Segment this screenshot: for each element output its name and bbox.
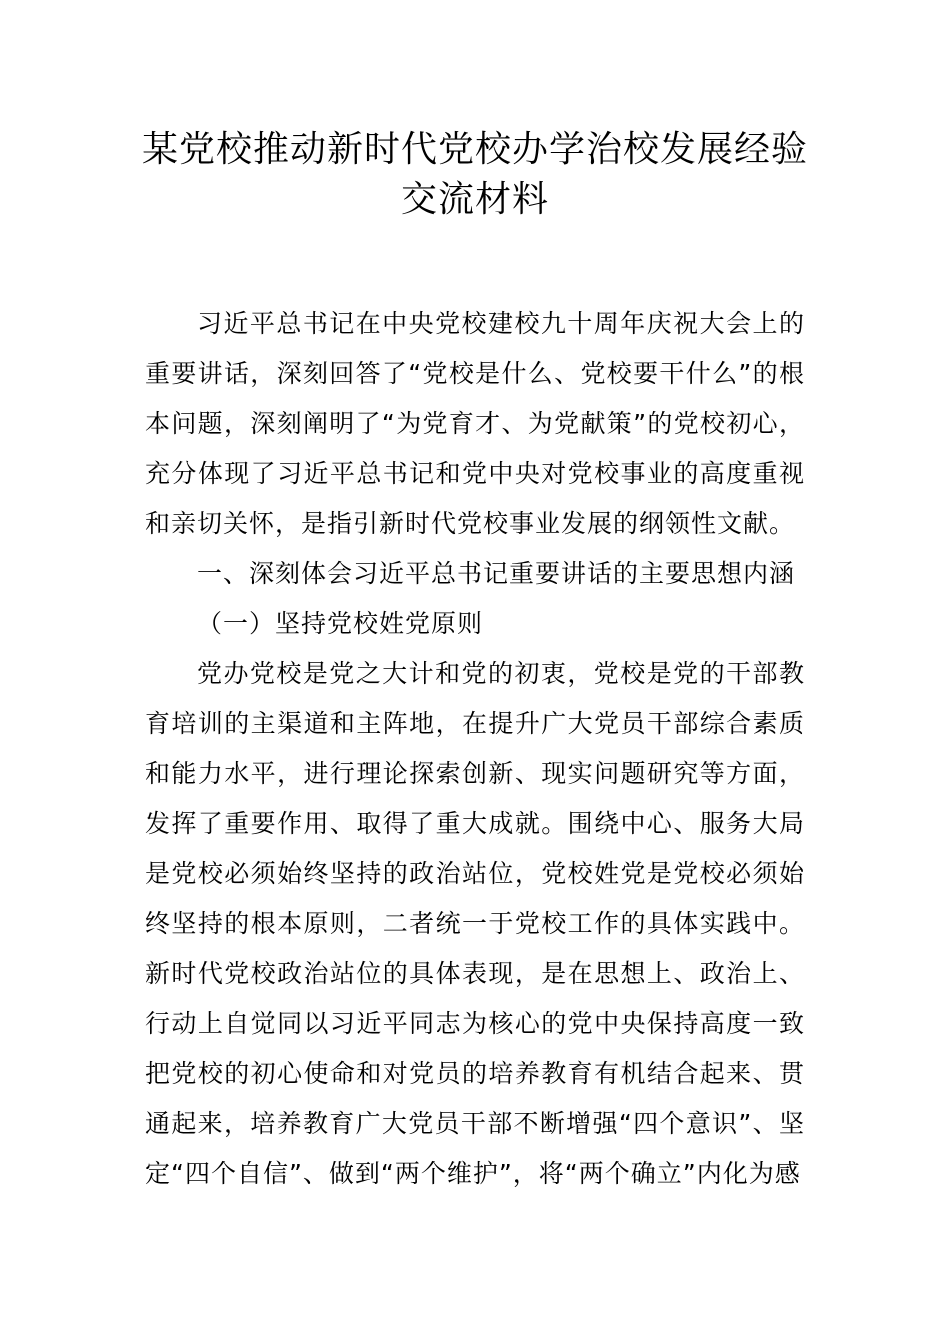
- document-title-line-2: 交流材料: [400, 179, 549, 220]
- intro-paragraph: 习近平总书记在中央党校建校九十周年庆祝大会上的重要讲话，深刻回答了“党校是什么、党校要干什么”的根本问题，深刻阐明了“为党育才、为党献策”的党校初心，充分体现了习近平总书记和党中央对党校事业的高度重视和亲切关怀，是指引新时代党校事业发展的纲领性文献。: [145, 309, 805, 538]
- subsection-heading-1-1: （一）坚持党校姓党原则: [197, 609, 484, 638]
- document-body: [145, 299, 805, 1199]
- body-paragraph-2: 党办党校是党之大计和党的初衷，党校是党的干部教育培训的主渠道和主阵地，在提升广大党员干部综合素质和能力水平，进行理论探索创新、现实问题研究等方面，发挥了重要作用、取得了重大成就。围绕中心、服务大局是党校必须始终坚持的政治站位，党校姓党是党校必须始终坚持的根本原则，二者统一于党校工作的具体实践中。新时代党校政治站位的具体表现，是在思想上、政治上、行动上自觉同以习近平同志为核心的党中央保持高度一致把党校的初心使命和对党员的培养教育有机结合起来、贯通起来，培养教育广大党员干部不断增强“四个意识”、坚定“四个自信”、做到“两个维护”，将“两个确立”内化为感: [145, 659, 805, 1188]
- document-title-line-1: 某党校推动新时代党校办学治校发展经验: [141, 129, 808, 170]
- section-heading-1: 一、深刻体会习近平总书记重要讲话的主要思想内涵: [197, 559, 796, 588]
